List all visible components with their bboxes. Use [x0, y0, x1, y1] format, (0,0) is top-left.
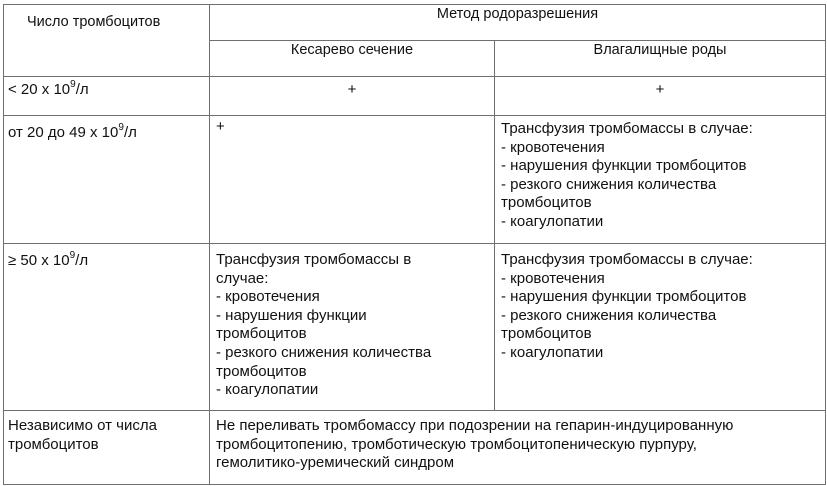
- recommendation-line: Трансфузия тромбомассы в случае:: [501, 251, 753, 268]
- platelet-count-cell: [4, 411, 210, 485]
- platelet-count-cell: [4, 116, 210, 244]
- recommendation-line: тромбоцитов: [216, 325, 307, 343]
- cesarean-plus: +: [216, 118, 225, 135]
- recommendation-line: тромбоцитов: [216, 362, 307, 380]
- recommendation-line: тромбоцитов: [501, 325, 592, 343]
- recommendation-line: Трансфузия тромбомассы в случае:: [501, 120, 753, 137]
- note-line: Не переливать тромбомассу при подозрении на гепарин-индуцированную: [216, 417, 734, 434]
- cesarean-header: [210, 41, 495, 77]
- vaginal-cell: [495, 116, 826, 244]
- recommendation-line: - кровотечения: [501, 138, 605, 156]
- table-row-independent: [4, 411, 826, 485]
- note-line: гемолитико-уремический синдром: [216, 454, 455, 472]
- vaginal-plus: +: [655, 81, 665, 98]
- recommendation-line: - нарушения функции: [216, 306, 367, 324]
- vaginal-cell: [495, 244, 826, 411]
- recommendation-line: Трансфузия тромбомассы в: [216, 251, 412, 268]
- recommendation-line: тромбоцитов: [501, 194, 592, 212]
- recommendation-line: - коагулопатии: [501, 212, 604, 230]
- recommendation-line: - нарушения функции тромбоцитов: [501, 288, 747, 306]
- recommendation-line: - коагулопатии: [216, 381, 319, 399]
- vaginal-header: [495, 41, 826, 77]
- platelet-count-header: [4, 5, 210, 77]
- recommendation-line: - нарушения функции тромбоцитов: [501, 157, 747, 175]
- delivery-method-header-text: Метод родоразрешения: [436, 6, 599, 22]
- recommendation-line: случае:: [216, 269, 269, 287]
- table-row-20-49: [4, 116, 826, 244]
- platelet-count-text: тромбоцитов: [8, 435, 99, 453]
- recommendation-line: - резкого снижения количества: [501, 175, 717, 193]
- platelet-count-text: от 20 до 49 х $10^9/л$: [8, 122, 137, 141]
- vaginal-cell: [495, 77, 826, 116]
- cesarean-cell: [210, 116, 495, 244]
- platelet-count-text: < 20 х $10^9/л$: [8, 79, 89, 98]
- delivery-method-header: [210, 5, 826, 41]
- cesarean-cell: [210, 77, 495, 116]
- platelet-count-text: Независимо от числа: [8, 417, 157, 434]
- header-row: [4, 5, 826, 41]
- recommendation-line: - кровотечения: [501, 269, 605, 287]
- platelet-count-header-text: Число тромбоцитов: [27, 14, 161, 30]
- cesarean-cell: [210, 244, 495, 411]
- recommendation-line: - кровотечения: [216, 288, 320, 306]
- cesarean-plus: +: [347, 81, 357, 98]
- recommendation-line: - коагулопатии: [501, 343, 604, 361]
- note-line: тромбоцитопению, тромботическую тромбоцитопеническую пурпуру,: [216, 435, 697, 453]
- platelet-delivery-table: [3, 4, 826, 485]
- vaginal-header-text: Влагалищные роды: [593, 42, 727, 58]
- table-row-under-20: [4, 77, 826, 116]
- platelet-count-cell: [4, 244, 210, 411]
- table-row-50-plus: [4, 244, 826, 411]
- cesarean-header-text: Кесарево сечение: [290, 42, 414, 58]
- platelet-count-cell: [4, 77, 210, 116]
- note-cell: [210, 411, 826, 485]
- recommendation-line: - резкого снижения количества: [501, 306, 717, 324]
- platelet-count-text: ≥ 50 х $10^9/л$: [8, 250, 89, 269]
- recommendation-line: - резкого снижения количества: [216, 343, 432, 361]
